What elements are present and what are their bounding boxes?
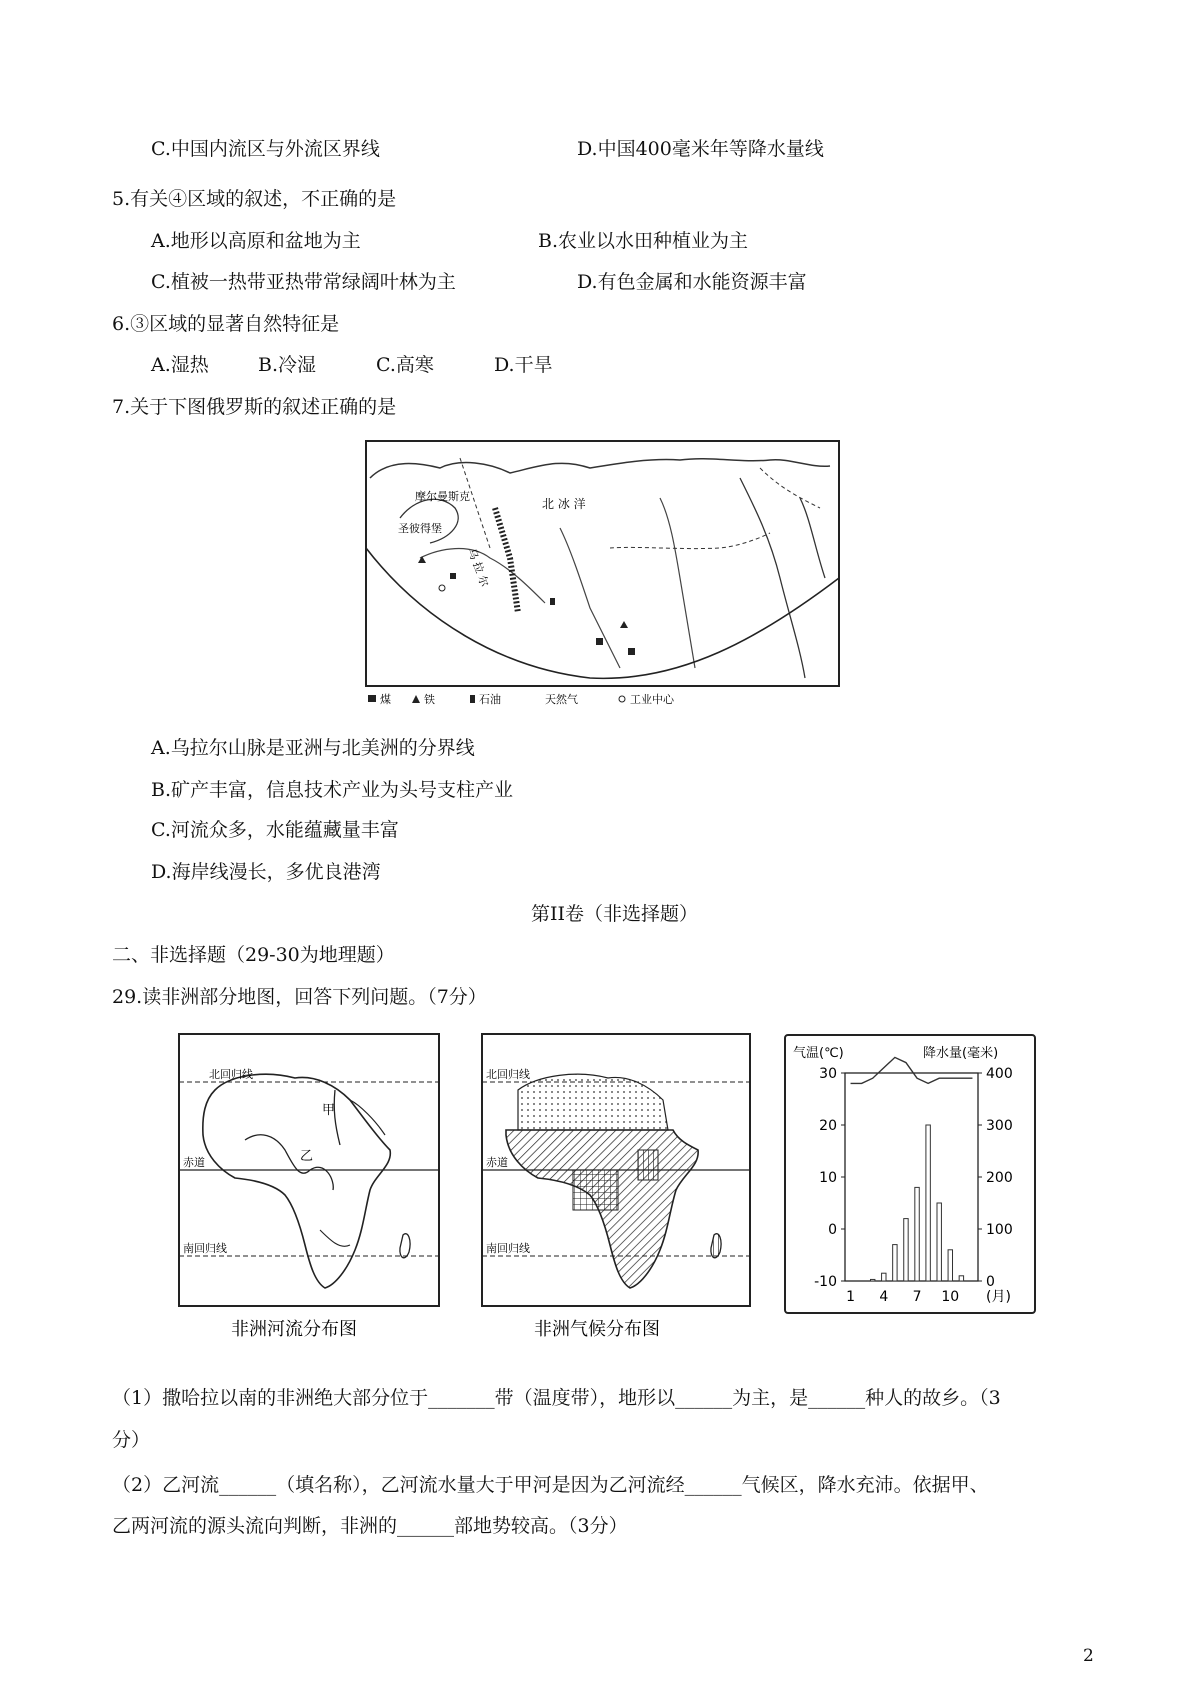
left-tick-label: 30 <box>819 1066 837 1082</box>
q29-part1-cont: 分） <box>112 1429 151 1451</box>
q6-option-a: A.湿热 <box>151 354 209 376</box>
svg-text:工业中心: 工业中心 <box>630 693 674 706</box>
right-tick-label: 0 <box>986 1274 995 1290</box>
q7-option-b: B.矿产丰富，信息技术产业为头号支柱产业 <box>151 779 514 801</box>
svg-text:煤: 煤 <box>380 693 391 706</box>
coal-marker <box>628 648 635 655</box>
q29-stem: 29.读非洲部分地图，回答下列问题。（7分） <box>112 986 487 1008</box>
q5-stem: 5.有关④区域的叙述，不正确的是 <box>112 188 397 210</box>
x-tick-label: 10 <box>941 1289 960 1305</box>
section-2-title: 第II卷（非选择题） <box>531 903 699 925</box>
q5-option-a: A.地形以高原和盆地为主 <box>151 230 361 252</box>
right-tick-label: 300 <box>986 1118 1013 1134</box>
label-arctic-ocean: 北 冰 洋 <box>542 497 586 511</box>
precip-bar <box>904 1219 908 1281</box>
svg-text:天然气: 天然气 <box>545 693 578 706</box>
tropic-of-capricorn-label: 南回归线 <box>486 1242 530 1255</box>
left-tick-label: 10 <box>819 1170 837 1186</box>
russia-map-figure <box>360 438 845 715</box>
russia-map-legend <box>368 692 675 706</box>
precip-bar <box>915 1187 919 1281</box>
q29-part2: （2）乙河流______（填名称），乙河流水量大于甲河是因为乙河流经______气候区，降水充沛。依据甲、 <box>112 1474 989 1496</box>
q4-option-d: D.中国400毫米年等降水量线 <box>577 138 824 160</box>
precip-bar <box>926 1125 930 1281</box>
x-tick-label: 4 <box>879 1289 889 1305</box>
page-number: 2 <box>1083 1646 1094 1666</box>
q6-option-b: B.冷湿 <box>258 354 317 376</box>
tropic-of-capricorn-label: 南回归线 <box>183 1242 227 1255</box>
precip-bar <box>937 1203 941 1281</box>
q7-option-c: C.河流众多，水能蕴藏量丰富 <box>151 819 399 841</box>
x-tick-label: (月) <box>986 1289 1011 1305</box>
precip-bar <box>882 1273 886 1281</box>
tropic-of-cancer-label: 北回归线 <box>209 1068 253 1081</box>
q7-stem: 7.关于下图俄罗斯的叙述正确的是 <box>112 396 397 418</box>
coal-marker <box>596 638 603 645</box>
q5-option-d: D.有色金属和水能资源丰富 <box>577 271 807 293</box>
river-jia-label: 甲 <box>322 1103 336 1118</box>
q6-stem: 6.③区域的显著自然特征是 <box>112 313 340 335</box>
africa-rivers-figure <box>175 1030 445 1350</box>
coal-marker <box>450 573 456 579</box>
right-tick-label: 200 <box>986 1170 1013 1186</box>
climate-chart <box>783 1033 1038 1318</box>
q6-option-d: D.干旱 <box>494 354 553 376</box>
left-tick-label: 20 <box>819 1118 837 1134</box>
label-ural: 乌 拉 尔 <box>465 546 492 589</box>
equator-label: 赤道 <box>486 1156 508 1169</box>
svg-text:铁: 铁 <box>424 693 435 706</box>
tropic-of-cancer-label: 北回归线 <box>486 1068 530 1081</box>
q7-option-d: D.海岸线漫长，多优良港湾 <box>151 861 381 883</box>
right-tick-label: 100 <box>986 1222 1013 1238</box>
y-left-label: 气温(℃) <box>793 1046 844 1061</box>
section-2-heading: 二、非选择题（29-30为地理题） <box>112 944 395 966</box>
x-tick-label: 1 <box>846 1289 856 1305</box>
right-tick-label: 400 <box>986 1066 1013 1082</box>
oil-marker <box>550 598 555 605</box>
q7-option-a: A.乌拉尔山脉是亚洲与北美洲的分界线 <box>151 737 475 759</box>
climate-chart-figure <box>783 1033 1038 1318</box>
q6-option-c: C.高寒 <box>376 354 434 376</box>
precip-bar <box>893 1245 897 1281</box>
left-tick-label: 0 <box>828 1222 837 1238</box>
q29-part2-cont: 乙两河流的源头流向判断，非洲的______部地势较高。（3分） <box>112 1515 628 1537</box>
left-tick-label: -10 <box>814 1274 837 1290</box>
q29-part1: （1）撒哈拉以南的非洲绝大部分位于_______带（温度带），地形以______为主，是______种人的故乡。（3 <box>112 1387 1001 1409</box>
equator-label: 赤道 <box>183 1156 205 1169</box>
russia-map <box>360 438 845 715</box>
africa-climate-caption: 非洲气候分布图 <box>534 1319 660 1340</box>
africa-rivers-caption: 非洲河流分布图 <box>231 1319 357 1340</box>
precip-bar <box>959 1276 963 1281</box>
q5-option-c: C.植被一热带亚热带常绿阔叶林为主 <box>151 271 456 293</box>
precip-bar <box>870 1279 874 1281</box>
label-stpetersburg: 圣彼得堡 <box>398 522 442 535</box>
river-yi-label: 乙 <box>300 1149 314 1164</box>
africa-climate-figure <box>478 1030 758 1350</box>
y-right-label: 降水量(毫米) <box>923 1046 999 1061</box>
label-murmansk: 摩尔曼斯克 <box>415 490 470 503</box>
x-tick-label: 7 <box>912 1289 922 1305</box>
precip-bar <box>948 1250 952 1281</box>
q5-option-b: B.农业以水田种植业为主 <box>538 230 749 252</box>
q4-option-c: C.中国内流区与外流区界线 <box>151 138 380 160</box>
svg-text:石油: 石油 <box>479 693 501 706</box>
